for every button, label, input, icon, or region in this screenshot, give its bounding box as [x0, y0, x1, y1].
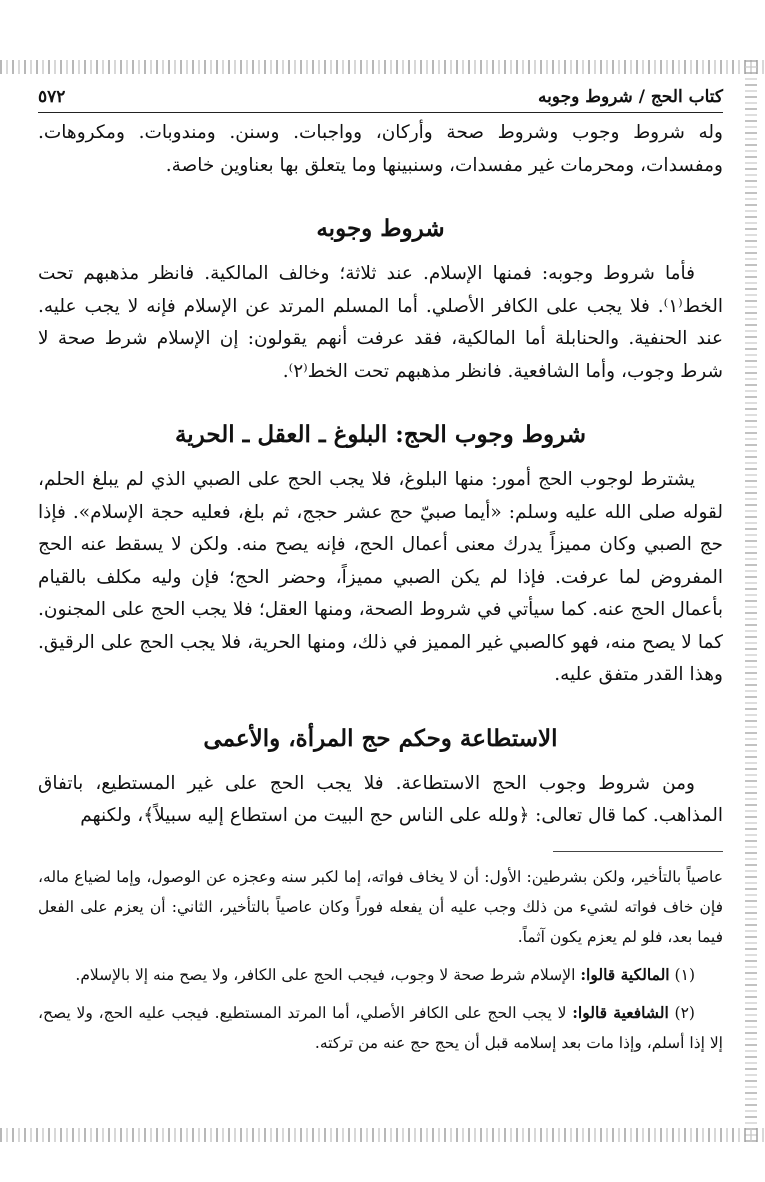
footnote-continuation: عاصياً بالتأخير، ولكن بشرطين: الأول: أن لا يخاف فواته، إما لكبر سنه وعجزه عن الوصول، وإما لضياع ماله، فإن خاف فواته لشيء من ذلك وجب عليه أن يفعله فوراً وكان عاصياً بالتأخير، الثاني: أن يعزم على الفعل فيما بعد، فلو لم يعزم يكون آثماً.	[38, 867, 723, 946]
footnote-1	[38, 960, 723, 990]
footnote-text: الإسلام شرط صحة لا وجوب، فيجب الحج على الكافر، ولا يصح منه إلا بالإسلام.	[75, 965, 576, 984]
page-content	[38, 82, 723, 1066]
footnote-separator	[553, 851, 723, 852]
section-title-ability: الاستطاعة وحكم حج المرأة، والأعمى	[203, 724, 558, 752]
section-paragraph: فأما شروط وجوبه: فمنها الإسلام. عند ثلاثة؛ وخالف المالكية. فانظر مذهبهم تحت الخط⁽١⁾. فلا يجب على الكافر الأصلي. أما المسلم المرتد عن الإسلام فإنه لا يجب عليه. عند الحنفية. والحنابلة أما المالكية، فقد عرفت أنهم يقولون: إن الإسلام شرط صحة لا شرط وجوب، وأما الشافعية. فانظر مذهبهم تحت الخط⁽٢⁾.	[38, 263, 723, 382]
running-header	[38, 82, 723, 113]
decorative-border-right	[745, 60, 757, 1142]
running-title: كتاب الحج / شروط وجوبه	[537, 87, 723, 107]
footnote-label: المالكية قالوا:	[580, 964, 670, 984]
section-title-conditions: شروط وجوبه	[316, 215, 445, 242]
footnote-label: الشافعية قالوا:	[572, 1002, 669, 1022]
decorative-border-top	[0, 60, 765, 74]
intro-paragraph: وله شروط وجوب وشروط صحة وأركان، وواجبات. وسنن. ومندوبات. ومكروهات. ومفسدات، ومحرمات غير مفسدات، وسنبينها وما يتعلق بها بعناوين خاصة.	[38, 122, 723, 176]
page-number: ٥٧٢	[38, 87, 66, 107]
footnote-text: لا يجب الحج على الكافر الأصلي، أما المرتد المستطيع. فيجب عليه الحج، ولا يصح، إلا إذا أسلم، وإذا مات بعد إسلامه قبل أن يحج حج عنه من تركته.	[38, 1003, 723, 1052]
footnote-number: (٢)	[674, 1003, 695, 1022]
section-paragraph: ومن شروط وجوب الحج الاستطاعة. فلا يجب الحج على غير المستطيع، باتفاق المذاهب. كما قال تعالى: ﴿ولله على الناس حج البيت من استطاع إليه سبيلاً﴾، ولكنهم	[38, 772, 723, 826]
footnote-2	[38, 998, 723, 1058]
section-paragraph: يشترط لوجوب الحج أمور: منها البلوغ، فلا يجب الحج على الصبي الذي لم يبلغ الحلم، لقوله صلى الله عليه وسلم: «أيما صبيّ حج عشر حجج، ثم بلغ، فعليه حجة الإسلام». فإذا حج الصبي وكان مميزاً يدرك معنى أعمال الحج، فإنه يصح منه. ولكن لا يسقط عنه الحج المفروض لما عرفت. فإذا لم يكن الصبي مميزاً، وحضر الحج؛ فإن وليه مكلف بالقيام بأعمال الحج عنه. كما سيأتي في شروط الصحة، ومنها العقل؛ فلا يجب الحج على المجنون. كما لا يصح منه، فهو كالصبي غير المميز في ذلك، ومنها الحرية، فلا يجب الحج على الرقيق. وهذا القدر متفق عليه.	[38, 469, 723, 685]
section-title-puberty-reason-freedom: شروط وجوب الحج: البلوغ ـ العقل ـ الحرية	[174, 421, 587, 448]
decorative-border-bottom	[0, 1128, 765, 1142]
footnote-number: (١)	[674, 965, 695, 984]
